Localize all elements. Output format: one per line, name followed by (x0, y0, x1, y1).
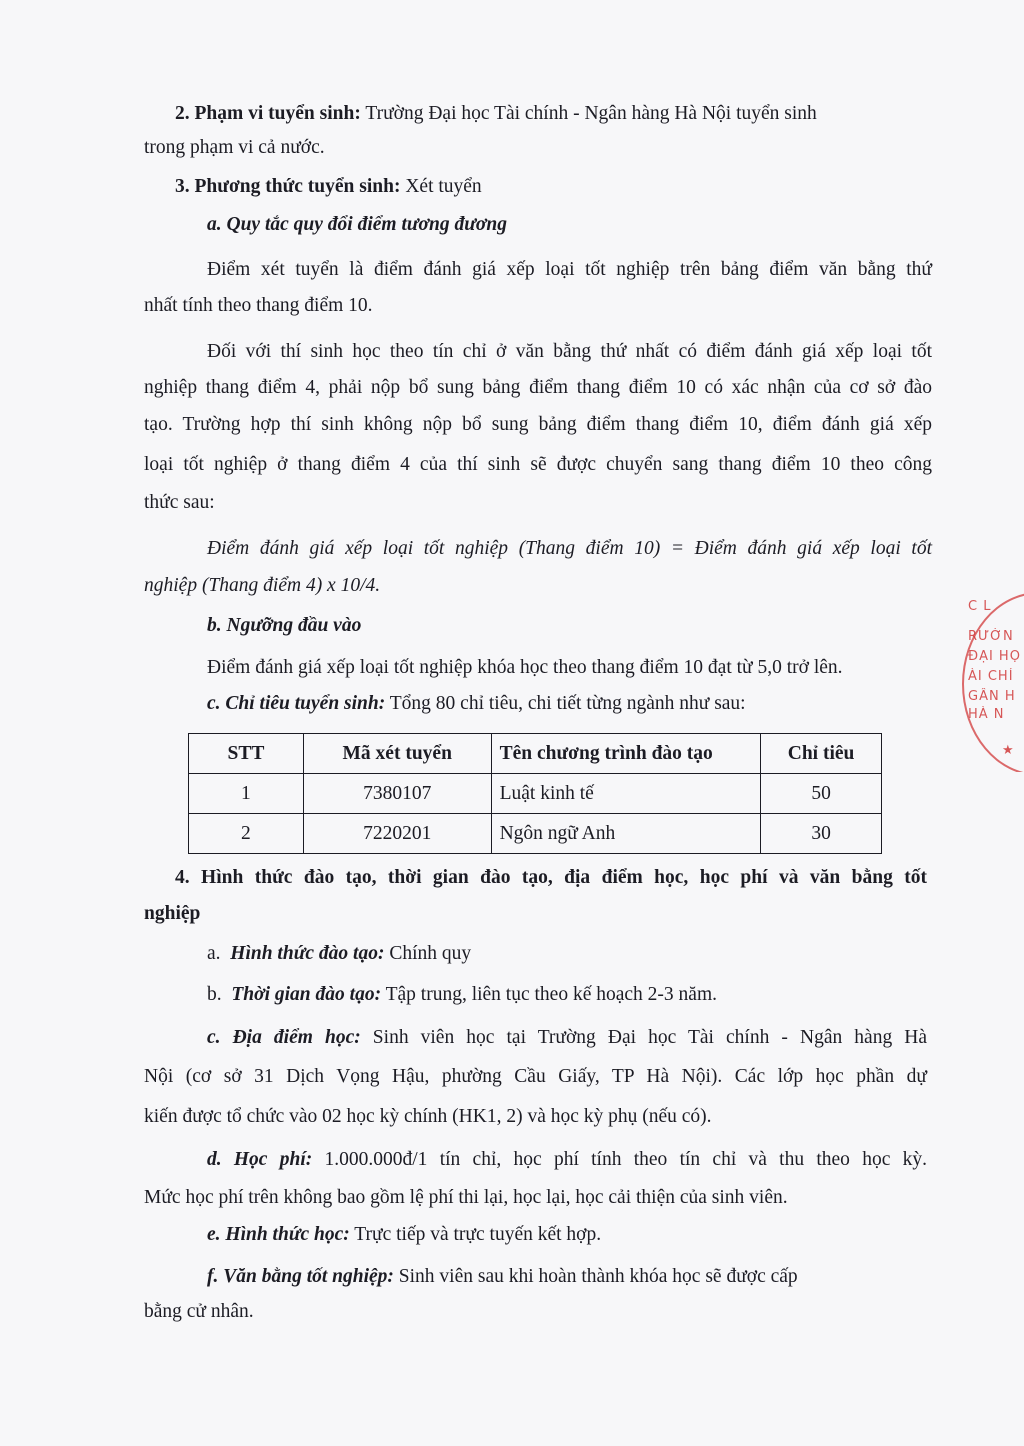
section-4-heading-line2: nghiệp (144, 903, 201, 924)
section-3-method: Xét tuyển (400, 176, 482, 197)
table-cell-code: 7220201 (303, 814, 491, 854)
table-cell-program: Luật kinh tế (491, 774, 761, 814)
stamp-text-line: C L (968, 599, 992, 614)
section-4c-line3: kiến được tổ chức vào 02 học kỳ chính (HK1, 2) và học kỳ phụ (nếu có). (144, 1106, 712, 1127)
section-3a-p2-line1: Đối với thí sinh học theo tín chỉ ở văn bằng thứ nhất có điểm đánh giá xếp loại tốt (207, 341, 932, 362)
section-4b-line (207, 983, 717, 1007)
section-3-heading: 3. Phương thức tuyển sinh: (175, 176, 401, 197)
table-cell-stt: 1 (189, 774, 304, 814)
table-header-quota: Chỉ tiêu (761, 734, 882, 774)
section-2-text: Trường Đại học Tài chính - Ngân hàng Hà Nội tuyển sinh (360, 103, 817, 124)
section-3a-p2-line5: thức sau: (144, 492, 215, 513)
section-3a-p2-line2: nghiệp thang điểm 4, phải nộp bổ sung bảng điểm thang điểm 10 có xác nhận của cơ sở đào (144, 377, 932, 398)
section-4f-line1 (207, 1265, 798, 1289)
section-4a-line (207, 942, 471, 966)
stamp-text-line: ÀI CHÍ (968, 669, 1014, 684)
section-2-line2: trong phạm vi cả nước. (144, 137, 325, 158)
formula-line1: Điểm đánh giá xếp loại tốt nghiệp (Thang điểm 10) = Điểm đánh giá xếp loại tốt (207, 538, 932, 559)
section-4f-text: Sinh viên sau khi hoàn thành khóa học sẽ được cấp (393, 1266, 798, 1287)
section-4e-text: Trực tiếp và trực tuyến kết hợp. (349, 1224, 602, 1245)
section-4f-line2: bằng cử nhân. (144, 1301, 254, 1322)
section-2-line1 (175, 102, 817, 126)
section-4a-text: Chính quy (384, 943, 472, 964)
section-4c-line1 (207, 1026, 927, 1050)
table-header-row (189, 734, 882, 774)
section-3c-line (207, 692, 746, 716)
section-4b-label: b. (207, 984, 222, 1005)
section-4c-text: Sinh viên học tại Trường Đại học Tài chính - Ngân hàng Hà (360, 1027, 928, 1048)
table-row (189, 774, 882, 814)
table-cell-stt: 2 (189, 814, 304, 854)
section-4a-heading: Hình thức đào tạo: (230, 943, 385, 964)
table-header-program: Tên chương trình đào tạo (491, 734, 761, 774)
section-3a-heading: a. Quy tắc quy đổi điểm tương đương (207, 214, 507, 235)
table-cell-quota: 50 (761, 774, 882, 814)
stamp-text-line: GÂN H (968, 689, 1016, 704)
stamp-star-icon: ★ (1002, 743, 1015, 758)
section-4d-line2: Mức học phí trên không bao gồm lệ phí thi lại, học lại, học cải thiện của sinh viên. (144, 1187, 788, 1208)
table-header-stt: STT (189, 734, 304, 774)
section-4f-heading: f. Văn bằng tốt nghiệp: (207, 1266, 394, 1287)
section-4c-line2: Nội (cơ sở 31 Dịch Vọng Hậu, phường Cầu Giấy, TP Hà Nội). Các lớp học phần dự (144, 1066, 927, 1087)
section-4b-heading: Thời gian đào tạo: (231, 984, 382, 1005)
table-cell-program: Ngôn ngữ Anh (491, 814, 761, 854)
section-4-heading-line1: 4. Hình thức đào tạo, thời gian đào tạo, địa điểm học, học phí và văn bằng tốt (175, 867, 927, 888)
stamp-text-line: HÀ N (968, 707, 1005, 722)
stamp-text-line: RƯỜN (968, 629, 1014, 644)
section-3c-heading: c. Chỉ tiêu tuyển sinh: (207, 693, 386, 714)
section-3-line (175, 175, 482, 199)
section-2-heading: 2. Phạm vi tuyển sinh: (175, 103, 361, 124)
section-4c-heading: c. Địa điểm học: (207, 1027, 361, 1048)
section-3c-text: Tổng 80 chỉ tiêu, chi tiết từng ngành như sau: (385, 693, 746, 714)
section-4b-text: Tập trung, liên tục theo kế hoạch 2-3 năm. (381, 984, 717, 1005)
table-cell-code: 7380107 (303, 774, 491, 814)
section-3a-p2-line4: loại tốt nghiệp ở thang điểm 4 của thí sinh sẽ được chuyển sang thang điểm 10 theo công (144, 454, 932, 475)
table-row (189, 814, 882, 854)
section-4e-heading: e. Hình thức học: (207, 1224, 350, 1245)
official-stamp (958, 592, 1024, 772)
section-4a-label: a. (207, 943, 221, 964)
section-3b-heading: b. Ngưỡng đầu vào (207, 615, 362, 636)
quota-table (188, 733, 882, 854)
section-4d-heading: d. Học phí: (207, 1149, 313, 1170)
section-3a-p1-line1: Điểm xét tuyển là điểm đánh giá xếp loại tốt nghiệp trên bảng điểm văn bằng thứ (207, 259, 932, 280)
section-3a-p1-line2: nhất tính theo thang điểm 10. (144, 295, 373, 316)
table-cell-quota: 30 (761, 814, 882, 854)
table-header-code: Mã xét tuyển (303, 734, 491, 774)
stamp-text-line: ĐẠI HỌ (968, 649, 1021, 664)
section-3b-text: Điểm đánh giá xếp loại tốt nghiệp khóa học theo thang điểm 10 đạt từ 5,0 trở lên. (207, 657, 843, 678)
section-4e-line (207, 1223, 601, 1247)
section-4d-text: 1.000.000đ/1 tín chỉ, học phí tính theo tín chỉ và thu theo học kỳ. (312, 1149, 927, 1170)
formula-line2: nghiệp (Thang điểm 4) x 10/4. (144, 575, 381, 596)
section-4d-line1 (207, 1148, 927, 1172)
section-3a-p2-line3: tạo. Trường hợp thí sinh không nộp bổ sung bảng điểm thang điểm 10, điểm đánh giá xếp (144, 414, 932, 435)
